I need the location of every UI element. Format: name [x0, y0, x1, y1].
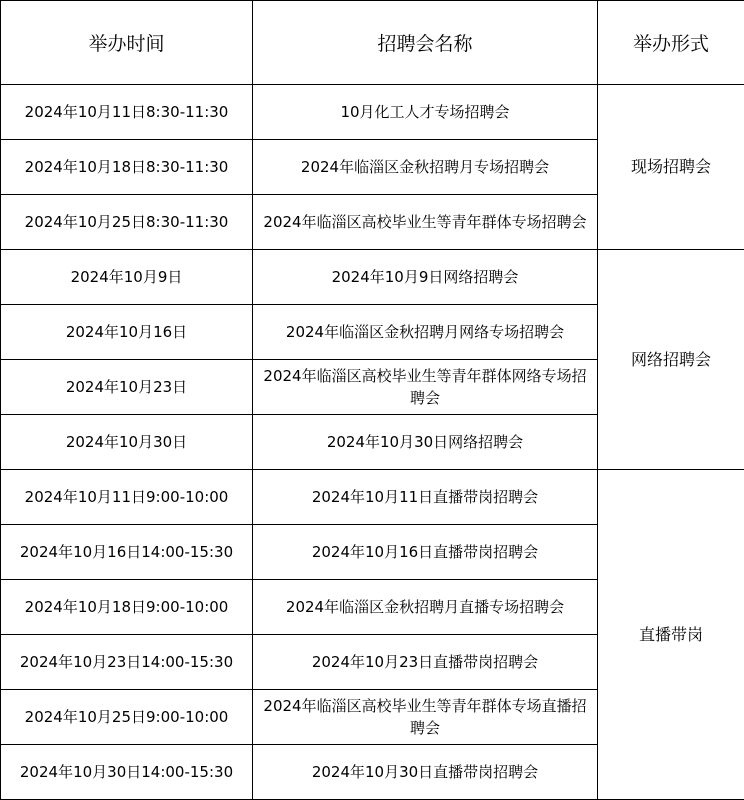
cell-time: 2024年10月18日8:30-11:30 [1, 140, 253, 195]
cell-time: 2024年10月11日9:00-10:00 [1, 470, 253, 525]
cell-fair-name: 2024年10月9日网络招聘会 [253, 250, 598, 305]
header-time: 举办时间 [1, 1, 253, 85]
cell-time: 2024年10月30日 [1, 415, 253, 470]
cell-time: 2024年10月25日9:00-10:00 [1, 690, 253, 745]
cell-time: 2024年10月30日14:00-15:30 [1, 745, 253, 800]
cell-time: 2024年10月23日14:00-15:30 [1, 635, 253, 690]
table-row [1, 85, 744, 140]
cell-format: 网络招聘会 [598, 250, 744, 470]
cell-fair-name: 2024年10月30日网络招聘会 [253, 415, 598, 470]
cell-fair-name: 2024年临淄区金秋招聘月网络专场招聘会 [253, 305, 598, 360]
cell-time: 2024年10月16日 [1, 305, 253, 360]
cell-fair-name: 2024年10月11日直播带岗招聘会 [253, 470, 598, 525]
cell-time: 2024年10月11日8:30-11:30 [1, 85, 253, 140]
cell-fair-name: 10月化工人才专场招聘会 [253, 85, 598, 140]
cell-time: 2024年10月16日14:00-15:30 [1, 525, 253, 580]
table-row [1, 470, 744, 525]
cell-fair-name: 2024年临淄区高校毕业生等青年群体网络专场招聘会 [253, 360, 598, 415]
cell-format: 直播带岗 [598, 470, 744, 800]
cell-time: 2024年10月25日8:30-11:30 [1, 195, 253, 250]
cell-fair-name: 2024年10月23日直播带岗招聘会 [253, 635, 598, 690]
cell-fair-name: 2024年临淄区金秋招聘月专场招聘会 [253, 140, 598, 195]
header-format: 举办形式 [598, 1, 744, 85]
cell-fair-name: 2024年临淄区高校毕业生等青年群体专场直播招聘会 [253, 690, 598, 745]
cell-fair-name: 2024年临淄区金秋招聘月直播专场招聘会 [253, 580, 598, 635]
cell-fair-name: 2024年10月16日直播带岗招聘会 [253, 525, 598, 580]
cell-time: 2024年10月9日 [1, 250, 253, 305]
cell-time: 2024年10月18日9:00-10:00 [1, 580, 253, 635]
cell-format: 现场招聘会 [598, 85, 744, 250]
cell-fair-name: 2024年10月30日直播带岗招聘会 [253, 745, 598, 800]
cell-fair-name: 2024年临淄区高校毕业生等青年群体专场招聘会 [253, 195, 598, 250]
header-row [1, 1, 744, 85]
table-row [1, 250, 744, 305]
table-body [1, 85, 744, 800]
header-name: 招聘会名称 [253, 1, 598, 85]
cell-time: 2024年10月23日 [1, 360, 253, 415]
